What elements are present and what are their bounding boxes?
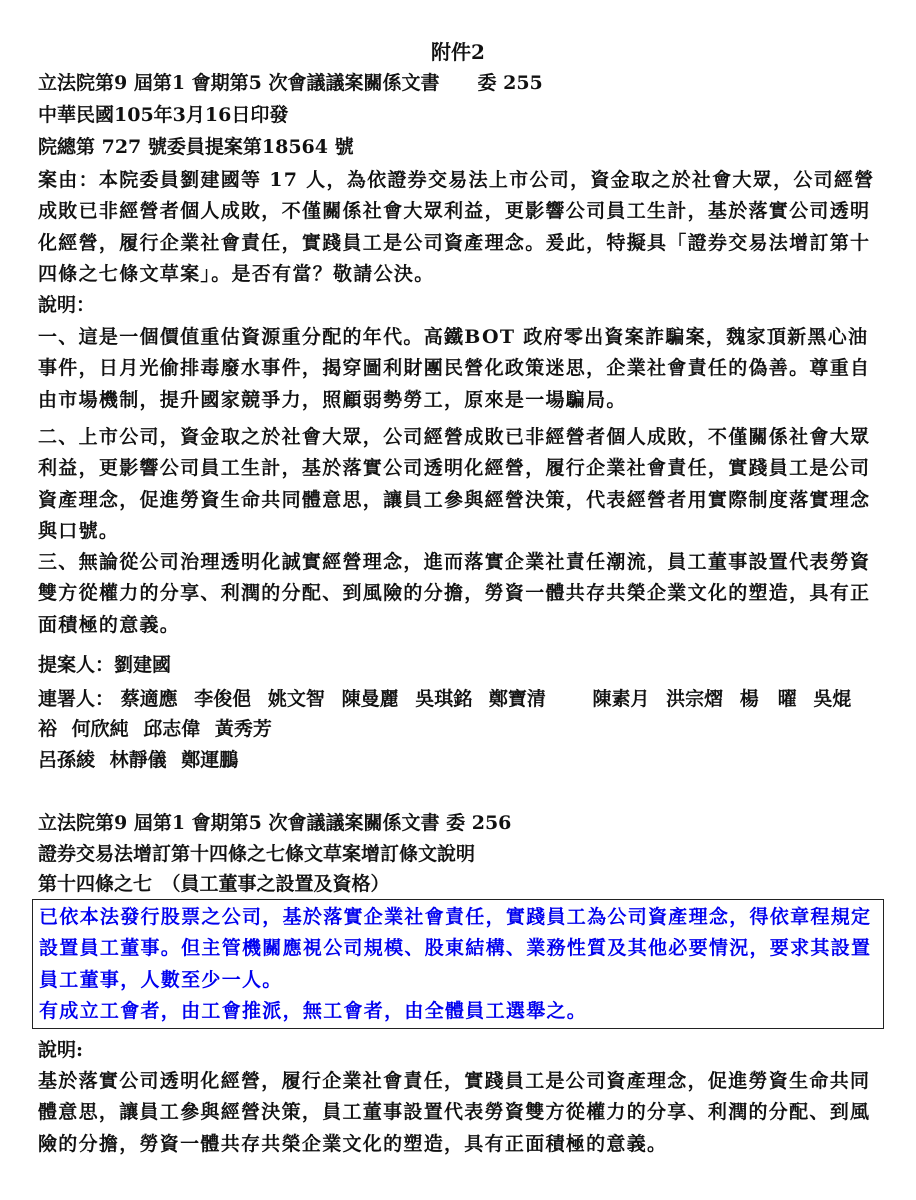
proposal-cause: 案由：本院委員劉建國等 17 人，為依證券交易法上市公司，資金取之於社會大眾，公司經營成敗已非經營者個人成敗，不僅關係社會大眾利益，更影響公司員工生計，基於落實公司透明化經營，履行企業社會責任，實踐員工是公司資產理念。爰此，特擬具「證券交易法增訂第十四條之七條文草案」。是否有當？敬請公決。: [38, 169, 875, 286]
cosigner: 裕: [38, 718, 58, 740]
cosigner: 陳曼麗: [341, 688, 399, 710]
cosigner: 鄭運鵬: [181, 749, 239, 771]
cosigner: 鄭寶清: [488, 688, 546, 710]
cosigner: 陳素月: [592, 688, 650, 710]
part1-header: 立法院第9 屆第1 會期第5 次會議議案關係文書 委 255: [38, 72, 543, 94]
proposer: 提案人：劉建國: [38, 654, 172, 676]
cosigner: 楊 曜: [739, 688, 797, 710]
print-date: 中華民國105年3月16日印發: [38, 104, 289, 126]
part2-explanation-label: 說明:: [38, 1039, 84, 1061]
point-1: 一、這是一個價值重估資源重分配的年代。高鐵BOT 政府零出資案詐騙案，魏家頂新黑心油事件，日月光偷排毒廢水事件，揭穿圖利財團民營化政策迷思，企業社會責任的偽善。尊重自由市場機制，提升國家競爭力，照顧弱勢勞工，原來是一場騙局。: [38, 326, 871, 411]
cosigner: 何欣純: [71, 718, 129, 740]
point-2: 二、上市公司，資金取之於社會大眾，公司經營成敗已非經營者個人成敗，不僅關係社會大眾利益，更影響公司員工生計，基於落實公司透明化經營，履行企業社會責任，實踐員工是公司資產理念，促進勞資生命共同體意思，讓員工參與經營決策，代表經營者用實際制度落實理念與口號。: [38, 426, 871, 543]
cosigner: 洪宗熠: [666, 688, 724, 710]
article-text-box: [32, 899, 884, 1029]
cosigner: 林靜儀: [109, 749, 167, 771]
proposal-number: 院總第 727 號委員提案第18564 號: [38, 136, 354, 158]
cosigner: 黃秀芳: [214, 718, 272, 740]
cosigners-label: 連署人：: [38, 688, 115, 710]
cosigner: 呂孫綾: [38, 749, 96, 771]
article-text-1: 已依本法發行股票之公司，基於落實企業社會責任，實踐員工為公司資產理念，得依章程規定設置員工董事。但主管機關應視公司規模、股東結構、業務性質及其他必要情況，要求其設置員工董事，人數至少一人。: [39, 906, 872, 991]
cosigner: 姚文智: [267, 688, 325, 710]
explanation-label: 說明：: [38, 294, 96, 316]
cosigner: 蔡適應: [120, 688, 178, 710]
part2-explanation: 基於落實公司透明化經營，履行企業社會責任，實踐員工是公司資產理念，促進勞資生命共同體意思，讓員工參與經營決策，員工董事設置代表勞資雙方從權力的分享、利潤的分配、到風險的分擔，勞資一體共存共榮企業文化的塑造，具有正面積極的意義。: [38, 1070, 871, 1155]
point-3: 三、無論從公司治理透明化誠實經營理念，進而落實企業社責任潮流，員工董事設置代表勞資雙方從權力的分享、利潤的分配、到風險的分擔，勞資一體共存共榮企業文化的塑造，具有正面積極的意義。: [38, 551, 871, 636]
cosigner: 李俊俋: [194, 688, 252, 710]
cosigner: 邱志偉: [143, 718, 201, 740]
cosigners-row-1: [38, 684, 851, 711]
attachment-label: 附件2: [431, 40, 485, 64]
part2-header: 立法院第9 屆第1 會期第5 次會議議案關係文書 委 256: [38, 812, 512, 834]
part2-subtitle: 證券交易法增訂第十四條之七條文草案增訂條文說明: [38, 843, 476, 865]
article-text-2: 有成立工會者，由工會推派，無工會者，由全體員工選舉之。: [39, 1000, 588, 1022]
cosigner: 吳焜: [813, 688, 852, 710]
article-title: 第十四條之七 （員工董事之設置及資格）: [38, 873, 390, 895]
cosigners-row-3: [38, 745, 238, 772]
cosigners-row-2: [38, 714, 272, 741]
cosigner: 吳琪銘: [415, 688, 473, 710]
